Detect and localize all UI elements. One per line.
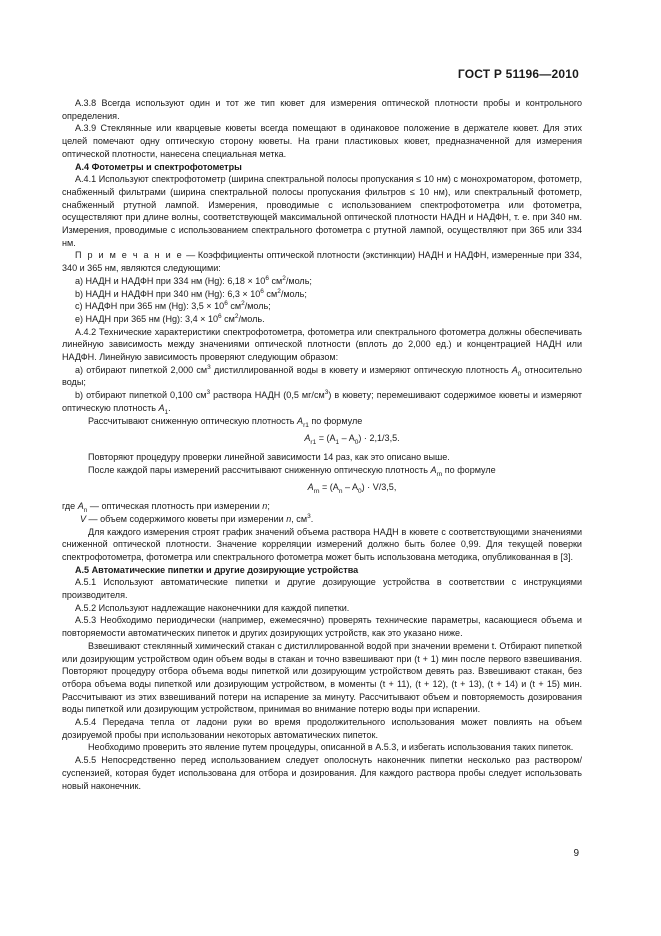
coefficient-item: b) НАДН и НАДФН при 340 нм (Hg): $6,3 \times 10^6$ $см^2$/моль; xyxy=(75,287,307,299)
graph-paragraph: Для каждого измерения строят график значений объема раствора НАДН в кювете с соответствующими значениями сниженной оптической плотности. Значение корреляции измерений должно быть более 0,99. Для текущей поверки спектрофотометра, фотометра или спектрального фотометра может быть использована методика, опубликованная в [3]. xyxy=(62,526,582,562)
note-text: — Коэффициенты оптической плотности (экстинкции) НАДН и НАДФН, измеренные при 334, 340 и 365 нм, являются следующими: xyxy=(62,250,583,274)
paragraph-a53: А.5.3 Необходимо периодически (например, ежемесячно) проверять технические параметры, касающиеся объема и повторяемости автоматических пипеток и других дозирующих устройств, как это указано ниже. xyxy=(62,615,582,639)
note-paragraph xyxy=(62,249,582,274)
calc-intro-1: Рассчитывают сниженную оптическую плотность $A_{r1}$ по формуле xyxy=(88,415,363,429)
section-a4-title: А.4 Фотометры и спектрофотометры xyxy=(75,161,242,172)
repeat-paragraph: Повторяют процедуру проверки линейной зависимости 14 раз, как это описано выше. xyxy=(88,451,450,462)
section-a5-title: А.5 Автоматические пипетки и другие дозирующие устройства xyxy=(75,564,359,575)
paragraph-a39: А.3.9 Стеклянные или кварцевые кюветы всегда помещают в одинаковое положение в держателе кювет. Для этих целей помечают одну оптическую сторону кюветы. На грани пластиковых кювет, предназначенной для измерения оптической плотности, нанесена специальная метка. xyxy=(62,123,582,159)
paragraph-a52: А.5.2 Используют надлежащие наконечники для каждой пипетки. xyxy=(75,602,350,613)
coefficient-item: e) НАДН при 365 нм (Hg): $3,4 \times 10^6$ $см^2$/моль. xyxy=(75,312,265,324)
paragraph-a42: А.4.2 Технические характеристики спектрофотометра, фотометра или спектрального фотометра должны обеспечивать линейную зависимость между значениями оптической плотности (вплоть до 2,000 ед.) и концентрацией НАДН или НАДФН. Линейную зависимость проверяют следующим образом: xyxy=(62,326,582,363)
paragraph-a41: А.4.1 Используют спектрофотометр (ширина спектральной полосы пропускания ≤ 10 нм) с монохроматором, фотометр, снабженный фильтрами (ширина спектральной полосы пропускания фильтров ≤ 10 нм), или спектральный фотометр, снабженный ртутной лампой. Измерения, проводимые с использованием спектрофотометра или фотометра, осуществляют при длине волны, соответствующей максимальной оптической плотности НАДН и НАДФН, т. е. при 340 нм. Измерения, проводимые с использованием спектрального фотометра с ртутной лампой, осуществляют при 365 или 334 нм. xyxy=(62,174,582,248)
formula-1: $A_{r1} = (A_1 - A_0) \cdot 2,1/3,5$. xyxy=(304,433,400,447)
where-line-2: V — объем содержимого кюветы при измерении n, $см^3$. xyxy=(80,512,314,524)
calc-intro-2: После каждой пары измерений рассчитывают сниженную оптическую плотность $A_{rn}$ по формуле xyxy=(88,464,496,478)
paragraph-a54: А.5.4 Передача тепла от ладони руки во время продолжительного использования может повлиять на объем дозируемой пробы при использовании некоторых автоматических пипеток. xyxy=(62,717,582,740)
standard-header: ГОСТ Р 51196—2010 xyxy=(457,67,579,81)
check-paragraph: Необходимо проверить это явление путем процедуры, описанной в А.5.3, и избегать использования таких пипеток. xyxy=(88,742,574,753)
weighing-paragraph: Взвешивают стеклянный химический стакан с дистиллированной водой при значении времени t. Отбирают пипеткой или дозирующим устройством один объем воды в стакан и точно взвешивают при (t + 1) мин после первого взвешивания. Повторяют процедуру отбора объема воды пипеткой или дозирующим устройством девять раз. Взвешивают стакан, без отбора объема воды пипеткой или дозирующим устройством, в моменты (t + 11), (t + 12), (t + 13), (t + 14) и (t + 15) мин. Рассчитывают из этих взвешиваний потери на испарение за минуту. Рассчитывают объем и повторяемость дозирования воды пипеткой или дозирующим устройством, принимая во внимание потерю воды при испарении. xyxy=(62,640,582,715)
paragraph-a51: А.5.1 Используют автоматические пипетки и другие дозирующие устройства в соответствии с инструкциями производителя. xyxy=(62,577,582,601)
where-line-1: где $A_n$ — оптическая плотность при измерении n; xyxy=(62,501,270,514)
coefficient-item: c) НАДФН при 365 нм (Hg): $3,5 \times 10^6$ $см^2$/моль; xyxy=(75,300,271,312)
formula-2: $A_{rn} = (A_n - A_0) \cdot V/3,5$, xyxy=(307,482,397,496)
step-b: b) отбирают пипеткой 0,100 $см^3$ раствора НАДН (0,5 $мг/см^3$) в кювету; перемешивают содержимое кюветы и измеряют оптическую плотность $A_1$. xyxy=(62,389,582,416)
note-label: П р и м е ч а н и е xyxy=(75,250,184,261)
paragraph-a38: А.3.8 Всегда используют один и тот же тип кювет для измерения оптической плотности пробы и контрольного определения. xyxy=(62,98,582,121)
coefficient-item: а) НАДН и НАДФН при 334 нм (Hg): $6,18 \times 10^6$ $см^2$/моль; xyxy=(75,274,312,286)
page-number: 9 xyxy=(573,848,579,859)
coefficient-list xyxy=(62,275,582,326)
paragraph-a55: А.5.5 Непосредственно перед использованием следует ополоснуть наконечник пипетки несколько раз раствором/суспензией, которая будет использована для отбора и дозирования. Для каждого раствора пробы следует использовать новый наконечник. xyxy=(62,755,582,791)
document-body xyxy=(62,97,582,792)
step-a: а) отбирают пипеткой 2,000 $см^3$ дистиллированной воды в кювету и измеряют оптическую плотность $A_0$ относительно воды; xyxy=(62,363,583,388)
